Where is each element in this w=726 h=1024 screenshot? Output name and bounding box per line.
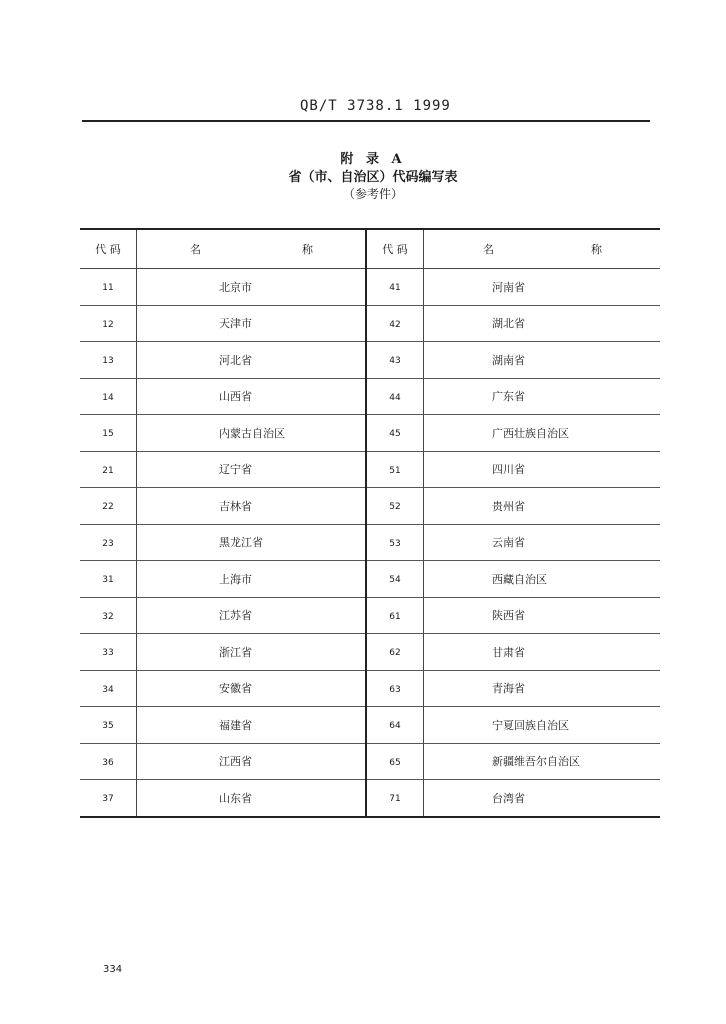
header-name-right — [424, 229, 661, 269]
name-right-text: 台湾省 — [492, 791, 525, 805]
appendix-label: 附 录 A — [340, 152, 406, 167]
name-right-text: 湖南省 — [492, 353, 525, 367]
name-left-text: 吉林省 — [219, 499, 252, 513]
name-right-cell — [424, 269, 661, 306]
name-right-cell — [424, 561, 661, 598]
name-right-text: 西藏自治区 — [492, 572, 547, 586]
table-row — [80, 524, 660, 561]
name-right-cell — [424, 597, 661, 634]
name-right-cell — [424, 780, 661, 817]
name-left-cell — [137, 269, 367, 306]
standard-code: QB/T 3738.1 1999 — [300, 98, 451, 114]
name-left-text: 安徽省 — [219, 682, 252, 696]
code-left-cell — [80, 342, 137, 379]
code-left-text: 23 — [102, 538, 114, 549]
code-left-cell — [80, 634, 137, 671]
name-left-text: 福建省 — [219, 718, 252, 732]
appendix-title: 省（市、自治区）代码编写表 — [288, 170, 458, 185]
name-right-cell — [424, 488, 661, 525]
code-right-text: 54 — [389, 575, 401, 586]
name-left-text: 天津市 — [219, 317, 252, 331]
page-number: 334 — [103, 964, 123, 975]
name-right-cell — [424, 415, 661, 452]
name-right-text: 宁夏回族自治区 — [492, 718, 569, 732]
code-left-text: 11 — [102, 283, 114, 294]
code-left-text: 37 — [102, 794, 114, 805]
code-right-text: 61 — [389, 611, 401, 622]
name-left-cell — [137, 524, 367, 561]
name-right-cell — [424, 451, 661, 488]
header-name-left-a: 名 — [190, 243, 202, 256]
name-left-text: 江苏省 — [219, 609, 252, 623]
name-left-cell — [137, 378, 367, 415]
code-left-cell — [80, 305, 137, 342]
name-right-text: 湖北省 — [492, 317, 525, 331]
code-right-cell — [366, 305, 424, 342]
name-right-text: 云南省 — [492, 536, 525, 550]
name-left-cell — [137, 415, 367, 452]
name-left-cell — [137, 305, 367, 342]
table-row — [80, 634, 660, 671]
code-left-cell — [80, 451, 137, 488]
code-right-cell — [366, 561, 424, 598]
name-right-text: 陕西省 — [492, 609, 525, 623]
code-right-text: 41 — [389, 283, 401, 294]
name-right-text: 河南省 — [492, 280, 525, 294]
code-right-text: 63 — [389, 684, 401, 695]
code-left-cell — [80, 780, 137, 817]
province-code-table — [80, 228, 648, 818]
code-right-cell — [366, 378, 424, 415]
code-left-text: 21 — [102, 465, 114, 476]
table-row — [80, 451, 660, 488]
name-left-cell — [137, 597, 367, 634]
code-left-cell — [80, 269, 137, 306]
code-left-cell — [80, 488, 137, 525]
name-left-text: 江西省 — [219, 755, 252, 769]
table-row — [80, 269, 660, 306]
code-left-cell — [80, 743, 137, 780]
code-right-cell — [366, 597, 424, 634]
code-right-cell — [366, 342, 424, 379]
table-row — [80, 707, 660, 744]
code-left-text: 14 — [102, 392, 114, 403]
name-right-text: 新疆维吾尔自治区 — [492, 755, 580, 769]
code-right-cell — [366, 707, 424, 744]
name-left-cell — [137, 561, 367, 598]
code-left-text: 35 — [102, 721, 114, 732]
table-row — [80, 342, 660, 379]
header-name-left-b: 称 — [302, 243, 314, 256]
code-right-text: 53 — [389, 538, 401, 549]
code-table — [80, 228, 660, 818]
code-left-cell — [80, 524, 137, 561]
name-left-text: 浙江省 — [219, 645, 252, 659]
code-right-text: 42 — [389, 319, 401, 330]
name-right-cell — [424, 670, 661, 707]
header-rule — [82, 120, 650, 122]
code-left-text: 33 — [102, 648, 114, 659]
code-left-text: 34 — [102, 684, 114, 695]
name-left-cell — [137, 707, 367, 744]
code-right-cell — [366, 415, 424, 452]
code-right-text: 64 — [389, 721, 401, 732]
header-code-right: 代 码 — [366, 229, 424, 269]
table-row — [80, 561, 660, 598]
name-right-cell — [424, 378, 661, 415]
table-row — [80, 597, 660, 634]
name-right-cell — [424, 743, 661, 780]
table-row — [80, 780, 660, 817]
code-right-text: 65 — [389, 757, 401, 768]
name-left-text: 山西省 — [219, 390, 252, 404]
name-right-text: 甘肃省 — [492, 645, 525, 659]
name-left-text: 内蒙古自治区 — [219, 426, 285, 440]
name-left-text: 辽宁省 — [219, 463, 252, 477]
name-right-text: 四川省 — [492, 463, 525, 477]
code-right-text: 52 — [389, 502, 401, 513]
header-name-right-b: 称 — [591, 243, 603, 256]
code-right-cell — [366, 524, 424, 561]
code-left-text: 32 — [102, 611, 114, 622]
header-name-left — [137, 229, 367, 269]
table-row — [80, 378, 660, 415]
table-row — [80, 670, 660, 707]
code-right-cell — [366, 488, 424, 525]
name-left-text: 上海市 — [219, 572, 252, 586]
name-right-cell — [424, 305, 661, 342]
code-right-text: 51 — [389, 465, 401, 476]
name-left-text: 河北省 — [219, 353, 252, 367]
name-right-text: 广西壮族自治区 — [492, 426, 569, 440]
table-body — [80, 269, 660, 817]
name-right-text: 广东省 — [492, 390, 525, 404]
name-right-cell — [424, 634, 661, 671]
name-right-text: 青海省 — [492, 682, 525, 696]
name-left-cell — [137, 342, 367, 379]
table-row — [80, 415, 660, 452]
name-right-cell — [424, 524, 661, 561]
code-right-cell — [366, 451, 424, 488]
name-left-cell — [137, 780, 367, 817]
name-left-cell — [137, 670, 367, 707]
code-right-text: 43 — [389, 356, 401, 367]
code-left-text: 13 — [102, 356, 114, 367]
code-right-cell — [366, 269, 424, 306]
code-left-cell — [80, 597, 137, 634]
code-right-cell — [366, 670, 424, 707]
code-right-text: 62 — [389, 648, 401, 659]
name-right-text: 贵州省 — [492, 499, 525, 513]
code-left-text: 36 — [102, 757, 114, 768]
name-left-text: 山东省 — [219, 791, 252, 805]
appendix-subtitle: （参考件） — [342, 187, 403, 201]
name-left-cell — [137, 743, 367, 780]
code-right-cell — [366, 743, 424, 780]
name-right-cell — [424, 342, 661, 379]
header-code-left: 代 码 — [80, 229, 137, 269]
name-left-cell — [137, 634, 367, 671]
code-left-text: 31 — [102, 575, 114, 586]
name-left-cell — [137, 488, 367, 525]
name-right-cell — [424, 707, 661, 744]
table-header-row — [80, 229, 660, 269]
table-row — [80, 743, 660, 780]
table-row — [80, 305, 660, 342]
code-right-text: 45 — [389, 429, 401, 440]
code-right-text: 44 — [389, 392, 401, 403]
code-left-cell — [80, 707, 137, 744]
code-left-cell — [80, 378, 137, 415]
header-name-right-a: 名 — [483, 243, 495, 256]
code-left-cell — [80, 415, 137, 452]
code-left-text: 12 — [102, 319, 114, 330]
name-left-cell — [137, 451, 367, 488]
code-left-text: 22 — [102, 502, 114, 513]
name-left-text: 黑龙江省 — [219, 536, 263, 550]
code-right-text: 71 — [389, 794, 401, 805]
code-left-text: 15 — [102, 429, 114, 440]
code-left-cell — [80, 561, 137, 598]
name-left-text: 北京市 — [219, 280, 252, 294]
code-right-cell — [366, 634, 424, 671]
code-right-cell — [366, 780, 424, 817]
table-row — [80, 488, 660, 525]
code-left-cell — [80, 670, 137, 707]
